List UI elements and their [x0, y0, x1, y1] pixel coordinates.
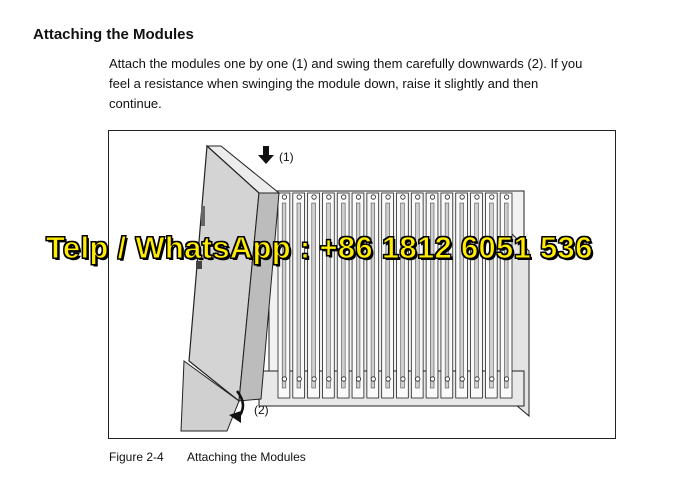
rack-slot [382, 193, 394, 398]
instruction-paragraph [109, 54, 649, 114]
rack-slot [322, 193, 334, 398]
rack-slot [411, 193, 423, 398]
rack-slot [500, 193, 512, 398]
paragraph-line-2: feel a resistance when swinging the module down, raise it slightly and then [109, 76, 539, 91]
figure-frame [108, 130, 616, 439]
rack-slot [471, 193, 483, 398]
rack-slot [456, 193, 468, 398]
section-heading: Attaching the Modules [33, 26, 194, 43]
figure-caption [109, 450, 306, 464]
rack-slot [278, 193, 290, 398]
rack-slot [426, 193, 438, 398]
paragraph-line-3: continue. [109, 96, 162, 111]
arrow-down-icon [258, 146, 274, 164]
rack-slot [367, 193, 379, 398]
rack-slot [485, 193, 497, 398]
caption-number: Figure 2-4 [109, 450, 164, 464]
caption-title: Attaching the Modules [187, 450, 306, 464]
contact-watermark: Telp / WhatsApp : +86 1812 6051 536 [46, 230, 593, 265]
step-2-label: (2) [254, 403, 269, 417]
rack-slot [337, 193, 349, 398]
rack-slot [352, 193, 364, 398]
rack-slot [308, 193, 320, 398]
paragraph-line-1: Attach the modules one by one (1) and swing them carefully downwards (2). If you [109, 56, 583, 71]
rack-slot [441, 193, 453, 398]
step-1-label: (1) [279, 150, 294, 164]
rack-slot [397, 193, 409, 398]
rack-slot [293, 193, 305, 398]
module-rack-illustration [109, 131, 616, 439]
